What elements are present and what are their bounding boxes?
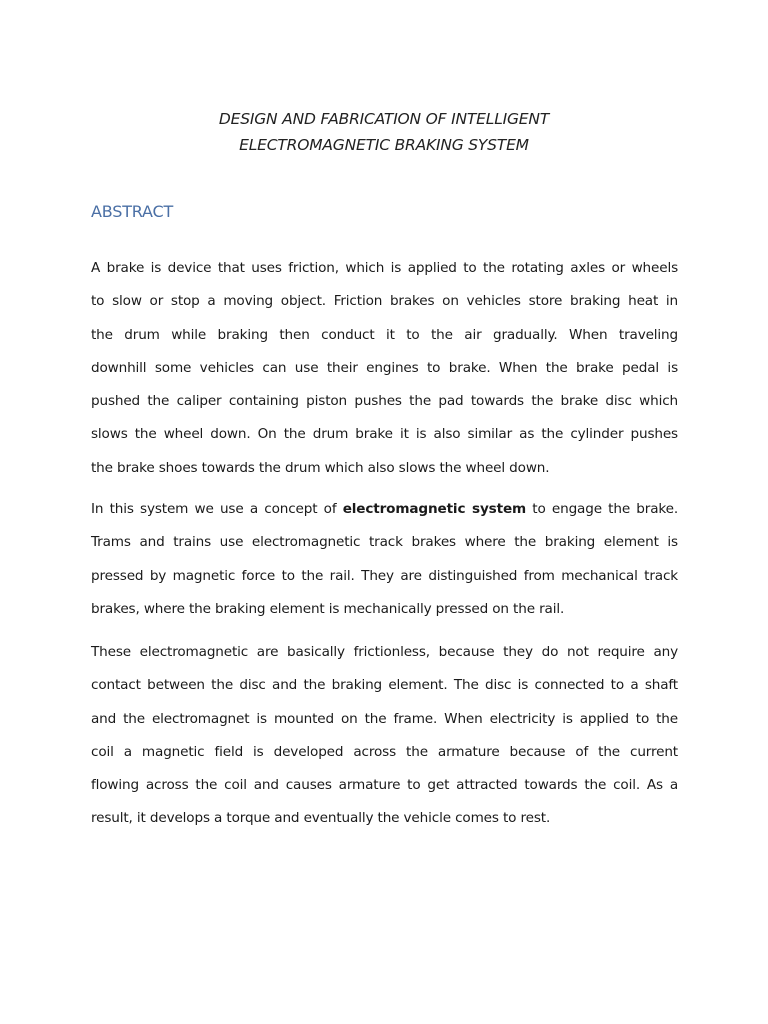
electromagnetic-system-emphasis: electromagnetic system [342,501,527,517]
title-line-1: DESIGN AND FABRICATION OF INTELLIGENT [218,110,550,128]
document-title [0,106,768,158]
paragraph-2-line: brakes, where the braking element is mechanically pressed on the rail. [91,600,565,617]
paragraph-2-text: to engage the brake. [526,501,679,517]
paragraph-1-line: downhill some vehicles can use their engines to brake. When the brake pedal is [91,359,678,376]
paragraph-3-line: flowing across the coil and causes armature to get attracted towards the coil. As a [91,777,678,794]
paragraph-1-line: the brake shoes towards the drum which also slows the wheel down. [91,459,550,476]
paragraph-3 [91,636,678,836]
paragraph-3-line: and the electromagnet is mounted on the frame. When electricity is applied to the [91,710,678,727]
paragraph-1-line: slows the wheel down. On the drum brake it is also similar as the cylinder pushes [91,426,678,443]
paragraph-1-line: to slow or stop a moving object. Friction brakes on vehicles store braking heat in [91,293,678,310]
paragraph-3-line: coil a magnetic field is developed across the armature because of the current [91,743,678,760]
paragraph-3-line: result, it develops a torque and eventually the vehicle comes to rest. [91,810,551,827]
paragraph-1-line: the drum while braking then conduct it to the air gradually. When traveling [91,326,678,343]
paragraph-2-text: In this system we use a concept of [91,501,343,517]
paragraph-1-line: A brake is device that uses friction, which is applied to the rotating axles or wheels [91,260,678,276]
paragraph-2-line: pressed by magnetic force to the rail. They are distinguished from mechanical track [91,567,678,584]
abstract-heading: ABSTRACT [91,202,174,221]
paragraph-3-line: contact between the disc and the braking element. The disc is connected to a shaft [91,677,678,694]
paragraph-1 [91,252,678,485]
paragraph-2-line: Trams and trains use electromagnetic track brakes where the braking element is [91,534,678,551]
paragraph-2-line [91,493,678,526]
title-line-2: ELECTROMAGNETIC BRAKING SYSTEM [239,136,529,154]
paragraph-2 [91,493,678,626]
paragraph-1-line: pushed the caliper containing piston pushes the pad towards the brake disc which [91,393,678,410]
paragraph-3-line: These electromagnetic are basically frictionless, because they do not require any [91,644,678,660]
